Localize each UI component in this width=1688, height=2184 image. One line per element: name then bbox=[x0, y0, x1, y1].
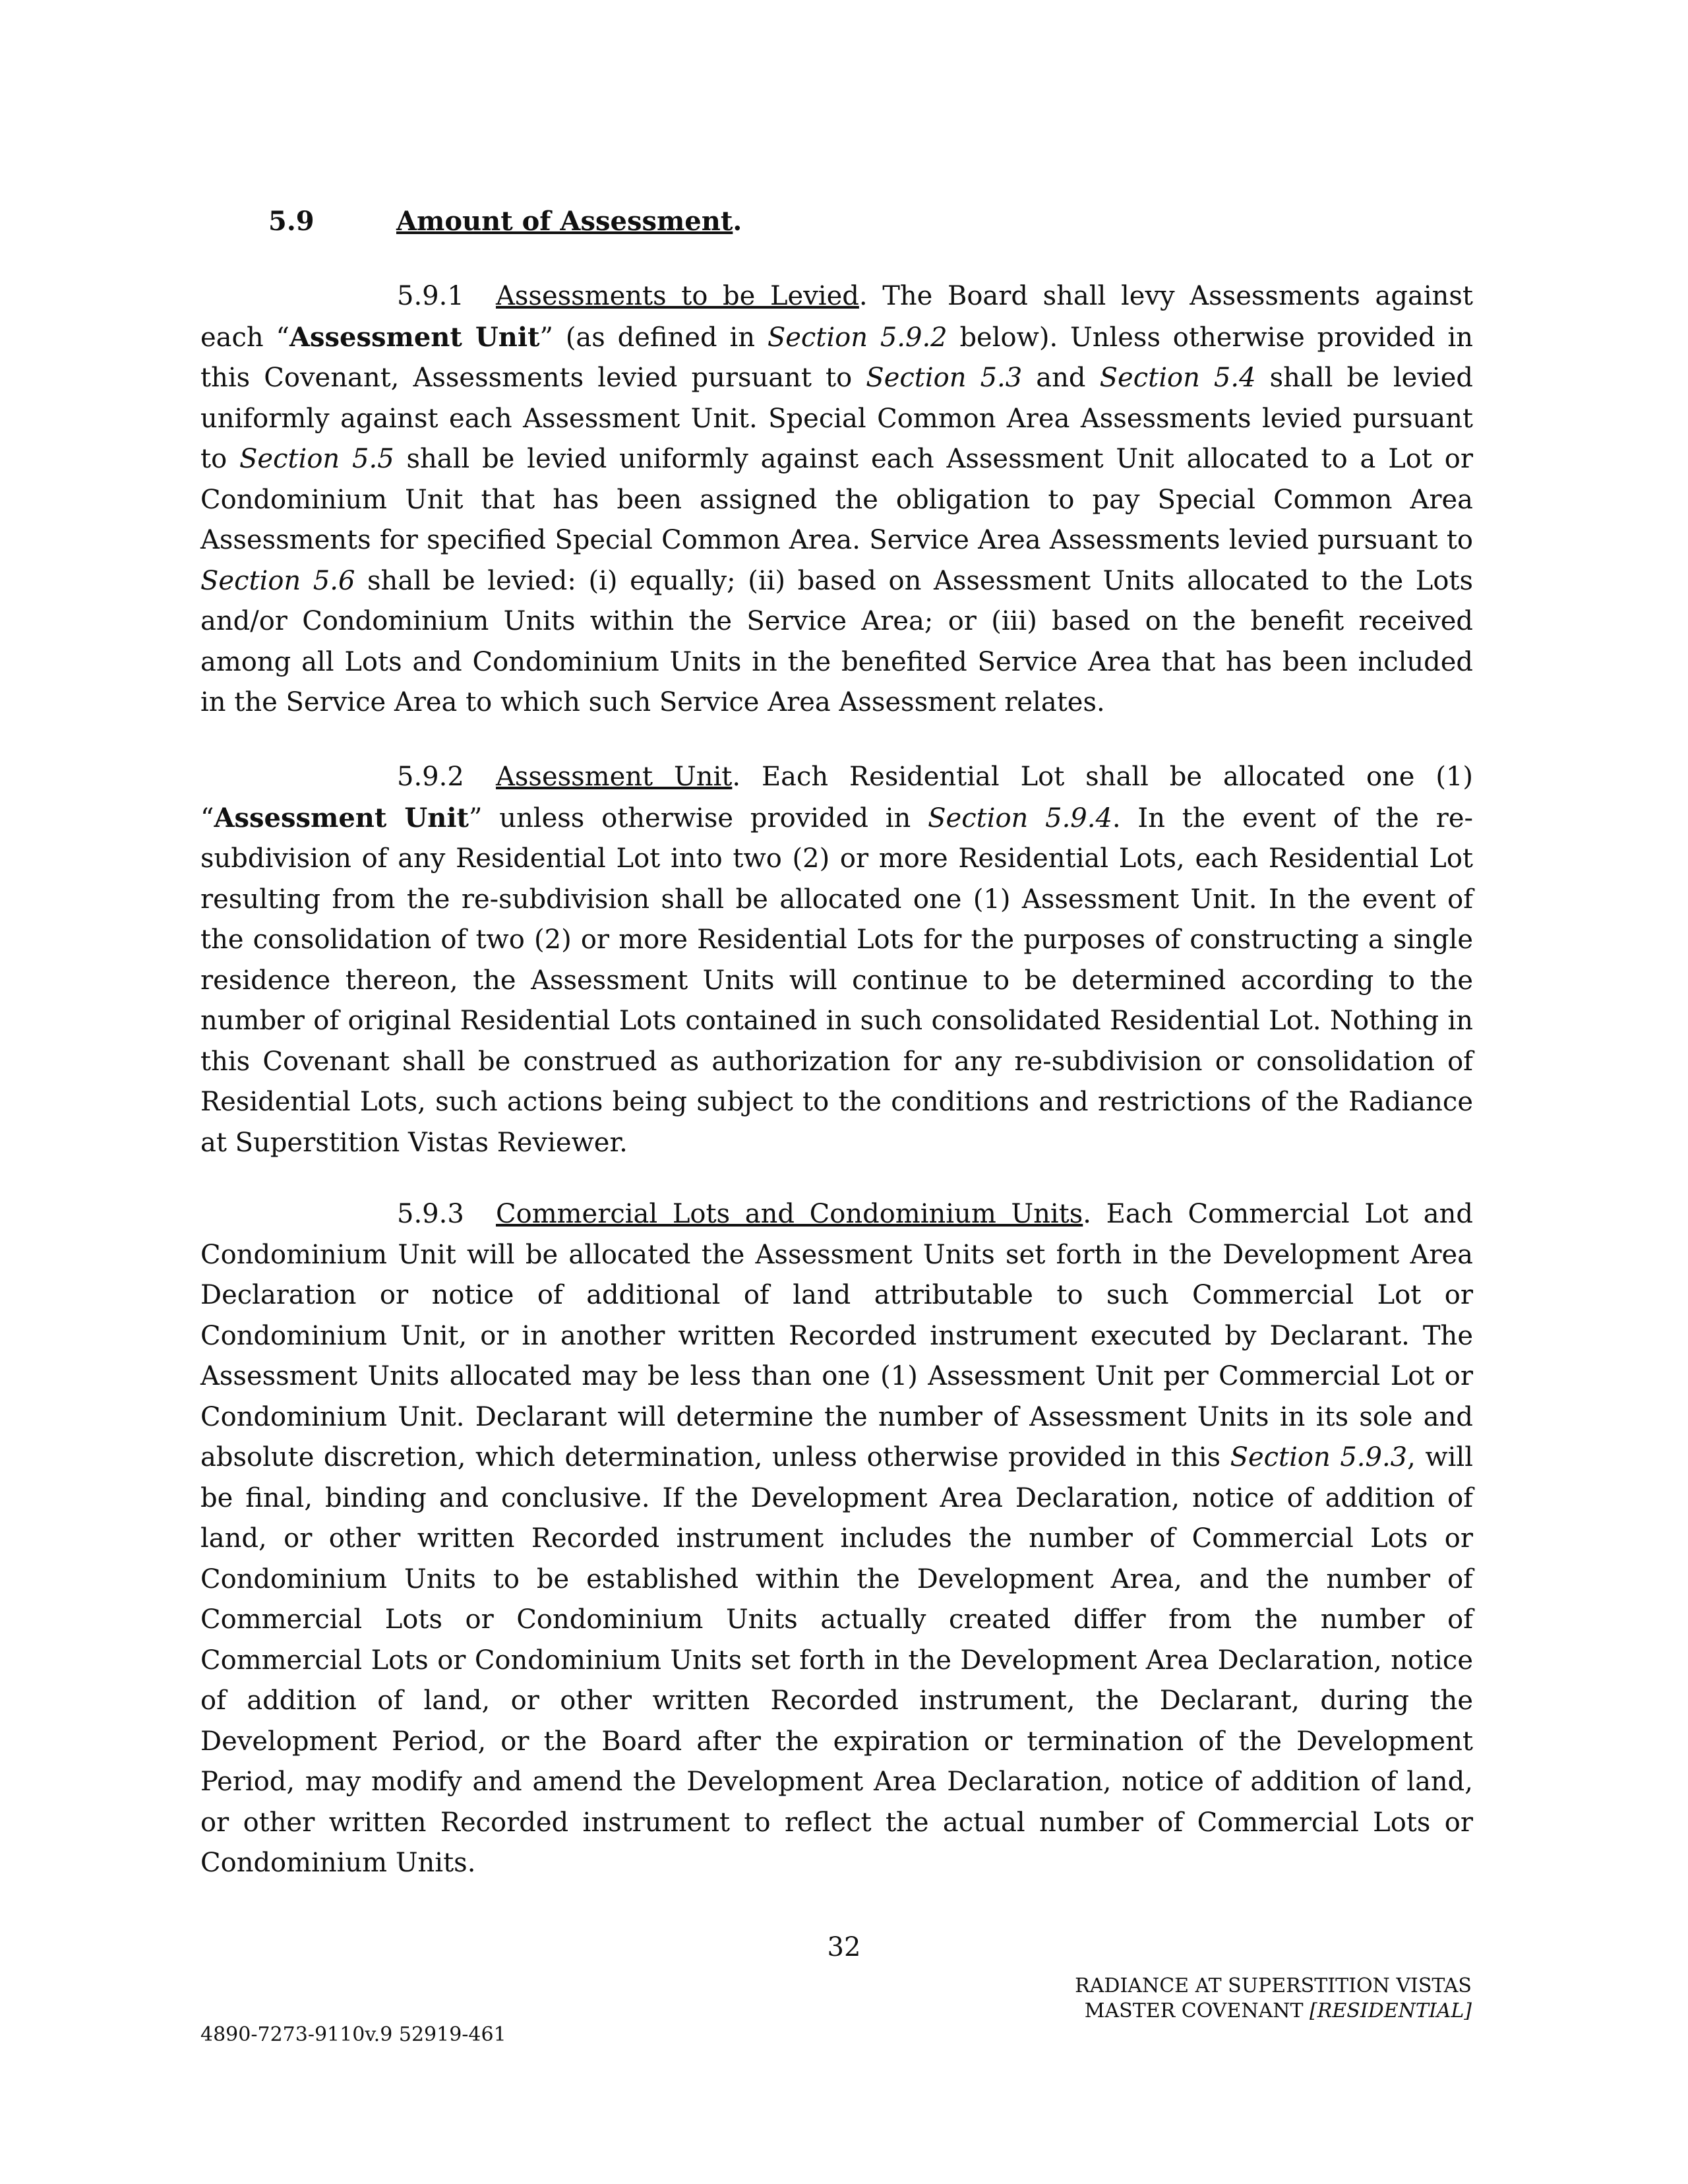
section-reference: Section 5.9.2 bbox=[767, 322, 948, 353]
paragraph-5-9-2 bbox=[200, 757, 1473, 1163]
section-heading bbox=[268, 195, 742, 248]
body-text: . Each Commercial Lot and Condominium Unit will be allocated the Assessment Units set forth in the Development Area Declaration or notice of additional of land attributable to such Commercial Lot or Condominium Unit, or in another written Recorded instrument executed by Declarant. The Assessment Units allocated may be less than one (1) Assessment Unit per Commercial Lot or Condominium Unit. Declarant will determine the number of Assessment Units in its sole and absolute discretion, which determination, unless otherwise provided in this bbox=[200, 1199, 1473, 1472]
paragraph-5-9-1 bbox=[200, 276, 1473, 723]
footer-document-id: 4890-7273-9110v.9 52919-461 bbox=[200, 2023, 506, 2046]
subsection-number: 5.9.1 bbox=[397, 281, 464, 311]
subsection-heading: Commercial Lots and Condominium Units bbox=[496, 1199, 1083, 1229]
section-reference: Section 5.3 bbox=[866, 363, 1023, 393]
subsection-lead bbox=[200, 757, 496, 798]
footer-title-line-2 bbox=[1075, 1999, 1472, 2024]
defined-term: Assessment Unit bbox=[289, 321, 540, 353]
subsection-heading: Assessment Unit bbox=[496, 762, 733, 792]
section-reference: Section 5.6 bbox=[200, 565, 355, 596]
section-reference: Section 5.9.3 bbox=[1230, 1442, 1408, 1472]
section-title: Amount of Assessment bbox=[396, 206, 733, 237]
body-text: ” (as defined in bbox=[539, 322, 768, 353]
subsection-number: 5.9.2 bbox=[397, 762, 464, 792]
footer-document-title bbox=[1075, 1974, 1472, 2024]
page-number: 32 bbox=[827, 1932, 861, 1962]
section-reference: Section 5.9.4 bbox=[928, 803, 1112, 834]
subsection-number: 5.9.3 bbox=[397, 1199, 464, 1229]
section-reference: Section 5.4 bbox=[1099, 363, 1256, 393]
body-text: shall be levied uniformly against each Assessment Unit. Special Common Area Assessments levied pursuant to bbox=[200, 363, 1473, 474]
defined-term: Assessment Unit bbox=[214, 802, 469, 834]
footer-title-text: MASTER COVENANT bbox=[1084, 1999, 1310, 2022]
paragraph-5-9-3 bbox=[200, 1194, 1473, 1884]
body-text: , will be final, binding and conclusive. If the Development Area Declaration, notice of addition of land, or other written Recorded instrument includes the number of Commercial Lots or Condominium Units to be established within the Development Area, and the number of Commercial Lots or Condominium Units actually created differ from the number of Commercial Lots or Condominium Units set forth in the Development Area Declaration, notice of addition of land, or other written Recorded instrument, the Declarant, during the Development Period, or the Board after the expiration or termination of the Development Period, may modify and amend the Development Area Declaration, notice of addition of land, or other written Recorded instrument to reflect the actual number of Commercial Lots or Condominium Units. bbox=[200, 1442, 1473, 1878]
body-text: shall be levied: (i) equally; (ii) based on Assessment Units allocated to the Lots and/or Condominium Units within the Service Area; or (iii) based on the benefit received among all Lots and Condominium Units in the benefited Service Area that has been included in the Service Area to which such Service Area Assessment relates. bbox=[200, 565, 1474, 717]
body-text: . The Board shall levy Assessments against each “ bbox=[200, 281, 1473, 353]
section-reference: Section 5.5 bbox=[239, 444, 394, 474]
section-number: 5.9 bbox=[268, 206, 315, 237]
body-text: and bbox=[1022, 363, 1100, 393]
subsection-lead bbox=[200, 276, 496, 317]
body-text: ” unless otherwise provided in bbox=[469, 803, 928, 834]
body-text: below). Unless otherwise provided in this Covenant, Assessments levied pursuant to bbox=[200, 322, 1474, 393]
subsection-lead bbox=[200, 1194, 496, 1235]
footer-title-line-1: RADIANCE AT SUPERSTITION VISTAS bbox=[1075, 1974, 1472, 1997]
section-title-suffix: . bbox=[733, 206, 742, 237]
body-text: shall be levied uniformly against each Assessment Unit allocated to a Lot or Condominium Unit that has been assigned the obligation to pay Special Common Area Assessments for specified Special Common Area. Service Area Assessments levied pursuant to bbox=[200, 444, 1474, 555]
subsection-heading: Assessments to be Levied bbox=[496, 281, 859, 311]
body-text: . Each Residential Lot shall be allocated one (1) “ bbox=[200, 762, 1474, 834]
body-text: . In the event of the re-subdivision of any Residential Lot into two (2) or more Residential Lots, each Residential Lot resulting from the re-subdivision shall be allocated one (1) Assessment Unit. In the event of the consolidation of two (2) or more Residential Lots for the purposes of constructing a single residence thereon, the Assessment Units will continue to be determined according to the number of original Residential Lots contained in such consolidated Residential Lot. Nothing in this Covenant shall be construed as authorization for any re-subdivision or consolidation of Residential Lots, such actions being subject to the conditions and restrictions of the Radiance at Superstition Vistas Reviewer. bbox=[200, 803, 1474, 1158]
footer-title-italic: [RESIDENTIAL] bbox=[1310, 1999, 1472, 2022]
